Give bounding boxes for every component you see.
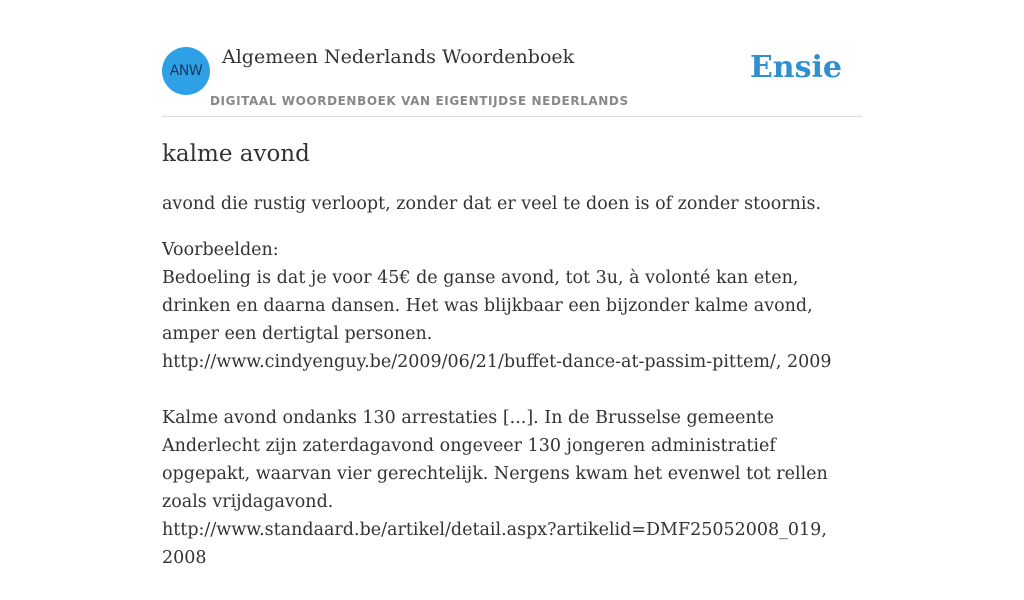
example-text: Bedoeling is dat je voor 45€ de ganse avond, tot 3u, à volonté kan eten, drinken en daarna dansen. Het was blijkbaar een bijzonder kalme avond, amper een dertigtal personen.: [162, 268, 813, 344]
ensie-brand-logo[interactable]: Ensie: [749, 50, 842, 85]
example-item: [162, 404, 862, 572]
site-subtitle: DIGITAAL WOORDENBOEK VAN EIGENTIJDSE NEDERLANDS: [210, 94, 629, 108]
entry-definition: avond die rustig verloopt, zonder dat er veel te doen is of zonder stoornis.: [162, 194, 822, 214]
anw-logo[interactable]: ANW: [162, 47, 210, 95]
entry-term: kalme avond: [162, 141, 310, 167]
site-header: [162, 0, 862, 117]
example-text: Kalme avond ondanks 130 arrestaties [...]. In de Brusselse gemeente Anderlecht zijn zaterdagavond ongeveer 130 jongeren administratief opgepakt, waarvan vier gerechtelijk. Nergens kwam het evenwel tot rellen zoals vrijdagavond.: [162, 408, 828, 512]
examples-label: Voorbeelden:: [162, 240, 279, 260]
site-title[interactable]: Algemeen Nederlands Woordenboek: [222, 46, 575, 68]
example-source: http://www.standaard.be/artikel/detail.aspx?artikelid=DMF25052008_019, 2008: [162, 520, 827, 568]
example-source: http://www.cindyenguy.be/2009/06/21/buffet-dance-at-passim-pittem/, 2009: [162, 352, 832, 372]
entry-content: [162, 138, 862, 600]
example-item: [162, 264, 862, 376]
